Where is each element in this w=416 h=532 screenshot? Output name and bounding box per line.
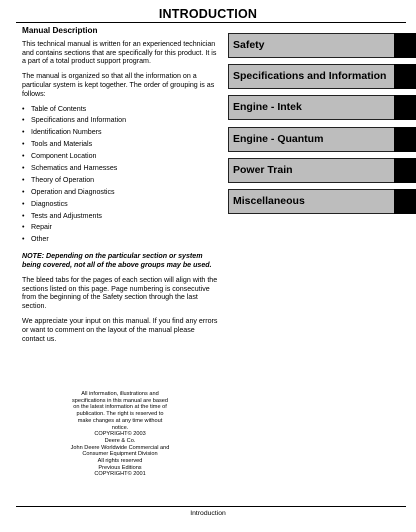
copyright-line: specifications in this manual are based bbox=[71, 397, 169, 404]
section-tabs bbox=[228, 33, 416, 220]
bullet-icon: • bbox=[22, 223, 25, 232]
tab-label: Safety bbox=[233, 39, 265, 51]
tab-power-train[interactable] bbox=[228, 158, 416, 183]
bullet-icon: • bbox=[22, 187, 25, 196]
list-item bbox=[22, 223, 218, 235]
bullet-icon: • bbox=[22, 199, 25, 208]
list-item-label: Operation and Diagnostics bbox=[31, 187, 115, 196]
tab-engine-intek[interactable] bbox=[228, 95, 416, 120]
list-item-label: Table of Contents bbox=[31, 104, 87, 113]
bullet-icon: • bbox=[22, 128, 25, 137]
list-item-label: Other bbox=[31, 235, 49, 244]
bullet-icon: • bbox=[22, 104, 25, 113]
top-divider bbox=[16, 22, 406, 23]
list-item bbox=[22, 235, 218, 247]
section-heading: Manual Description bbox=[22, 26, 98, 35]
tab-specifications[interactable] bbox=[228, 64, 416, 89]
list-item-label: Schematics and Harnesses bbox=[31, 164, 118, 173]
list-item-label: Tests and Adjustments bbox=[31, 211, 102, 220]
list-item bbox=[22, 152, 218, 164]
tab-label: Power Train bbox=[233, 163, 293, 176]
note-text: NOTE: Depending on the particular section or system being covered, not all of the above groups may be used. bbox=[22, 252, 212, 270]
bullet-icon: • bbox=[22, 164, 25, 173]
tab-safety[interactable] bbox=[228, 33, 416, 58]
bottom-divider bbox=[16, 506, 406, 507]
bleed-tab-marker bbox=[394, 33, 416, 58]
list-item-label: Identification Numbers bbox=[31, 128, 102, 137]
tab-engine-quantum[interactable] bbox=[228, 127, 416, 152]
page-footer-label: Introduction bbox=[190, 510, 226, 517]
list-item bbox=[22, 188, 218, 200]
list-item bbox=[22, 212, 218, 224]
copyright-line: on the latest information at the time of bbox=[73, 404, 167, 411]
bleed-tab-marker bbox=[394, 64, 416, 89]
list-item bbox=[22, 164, 218, 176]
bleed-tabs-paragraph: The bleed tabs for the pages of each section will align with the sections listed on this page. Page numbering is consecutive from the beginning of the Safety section through the last section. bbox=[22, 275, 218, 311]
tab-label: Engine - Intek bbox=[233, 101, 302, 114]
list-item-label: Tools and Materials bbox=[31, 140, 93, 149]
bullet-icon: • bbox=[22, 152, 25, 161]
bleed-tab-marker bbox=[394, 95, 416, 120]
list-item-label: Diagnostics bbox=[31, 199, 68, 208]
bleed-tab-marker bbox=[394, 158, 416, 183]
copyright-line: COPYRIGHT© 2001 bbox=[94, 471, 146, 478]
copyright-line: Deere & Co. bbox=[104, 437, 136, 444]
list-item-label: Repair bbox=[31, 223, 52, 232]
list-item bbox=[22, 128, 218, 140]
list-item-label: Component Location bbox=[31, 152, 97, 161]
list-item-label: Specifications and Information bbox=[31, 116, 127, 125]
bullet-icon: • bbox=[22, 211, 25, 220]
list-item bbox=[22, 116, 218, 128]
bullet-icon: • bbox=[22, 175, 25, 184]
tab-miscellaneous[interactable] bbox=[228, 189, 416, 214]
copyright-line: Consumer Equipment Division bbox=[82, 451, 158, 458]
tab-label: Engine - Quantum bbox=[233, 132, 324, 145]
copyright-line: All information, illustrations and bbox=[81, 391, 159, 397]
copyright-line: Previous Editions bbox=[98, 464, 142, 471]
page-title: INTRODUCTION bbox=[158, 7, 258, 21]
bullet-icon: • bbox=[22, 140, 25, 149]
bleed-tab-marker bbox=[394, 127, 416, 152]
list-item-label: Theory of Operation bbox=[31, 175, 95, 184]
tab-label: Specifications and Information bbox=[233, 70, 387, 83]
bullet-icon: • bbox=[22, 116, 25, 125]
copyright-notice bbox=[60, 391, 180, 478]
list-item bbox=[22, 176, 218, 188]
intro-paragraph: This technical manual is written for an experienced technician and contains sections that are specifically for this product. It is a part of a total product support program. bbox=[22, 39, 217, 66]
bullet-icon: • bbox=[22, 235, 25, 244]
list-item bbox=[22, 140, 218, 152]
copyright-line: make changes at any time without bbox=[77, 417, 163, 424]
copyright-line: All rights reserved bbox=[97, 458, 143, 465]
bleed-tab-marker bbox=[394, 189, 416, 214]
grouping-list bbox=[22, 105, 218, 248]
copyright-line: John Deere Worldwide Commercial and bbox=[70, 444, 170, 451]
manual-description-section bbox=[22, 27, 218, 349]
organization-paragraph: The manual is organized so that all the information on a particular system is kept together. The order of grouping is as follows: bbox=[22, 72, 215, 98]
list-item bbox=[22, 200, 218, 212]
list-item bbox=[22, 105, 218, 117]
copyright-line: publication. The right is reserved to bbox=[76, 411, 164, 418]
tab-label: Miscellaneous bbox=[233, 194, 305, 207]
copyright-line: COPYRIGHT© 2003 bbox=[94, 431, 146, 438]
feedback-paragraph: We appreciate your input on this manual. If you find any errors or want to comment on the layout of the manual please contact us. bbox=[22, 317, 218, 343]
copyright-line: notice. bbox=[111, 424, 129, 431]
